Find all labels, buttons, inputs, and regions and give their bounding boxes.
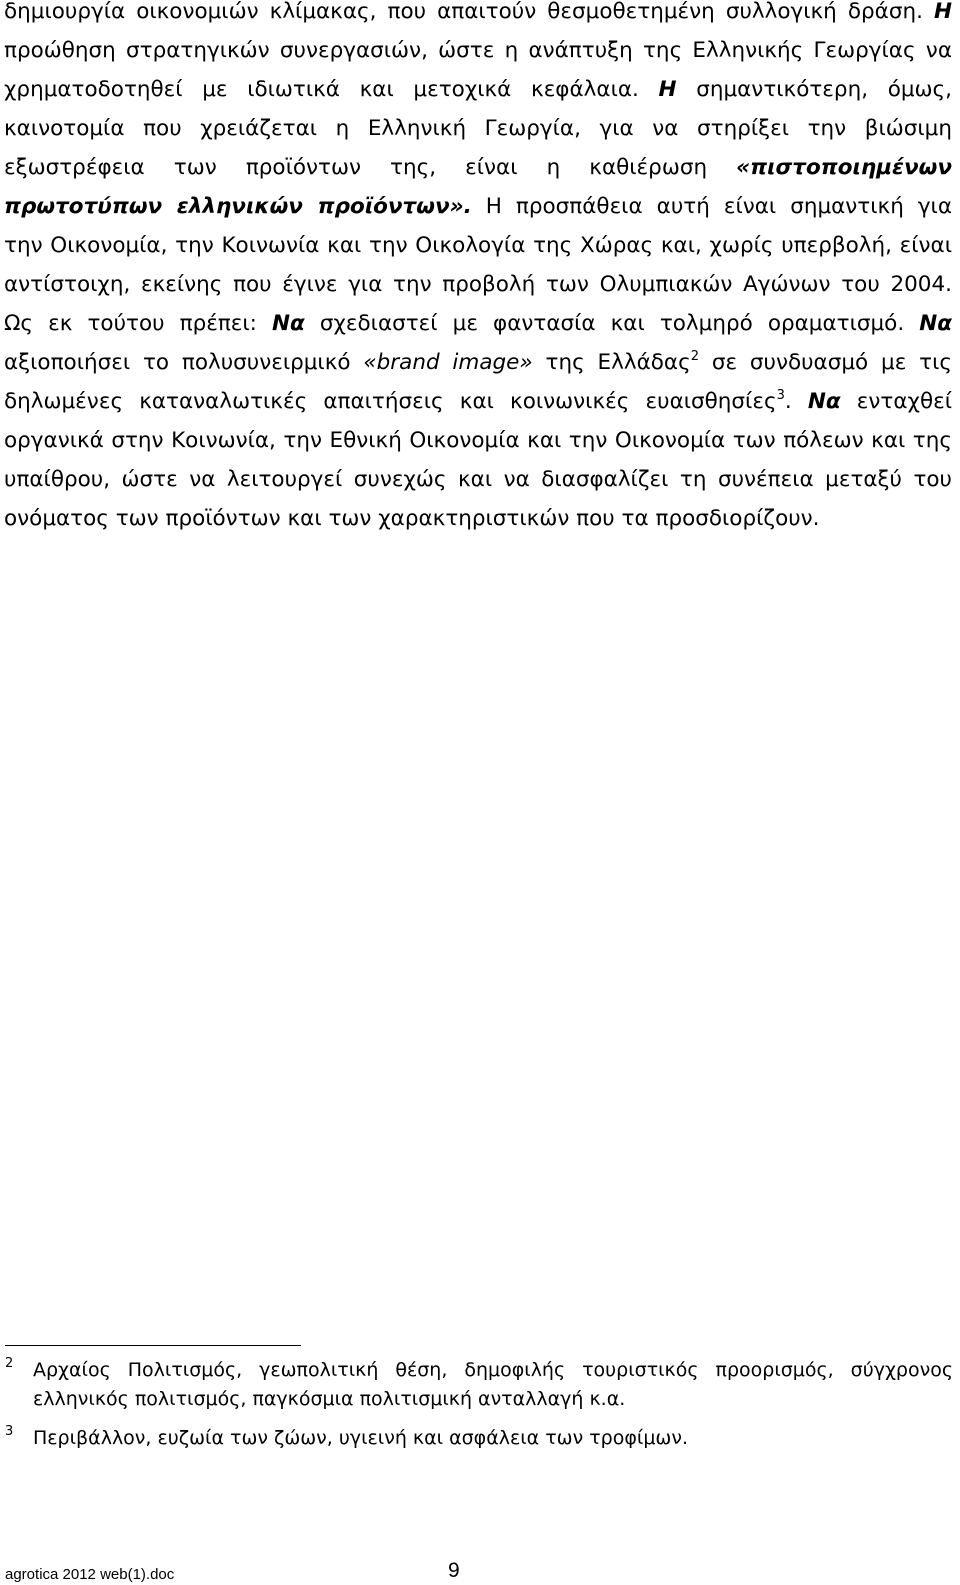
- text-line-12: [4, 421, 952, 460]
- footnote-2: [5, 1356, 953, 1414]
- footnote-number: 2: [5, 1356, 14, 1371]
- footnote-number: 3: [5, 1424, 14, 1439]
- text-run: την Οικονομία, την Κοινωνία και την Οικολογία της Χώρας και, χωρίς υπερβολή, είναι: [4, 233, 952, 258]
- text-line-14: [4, 499, 952, 538]
- emphasis-text: Να: [919, 311, 952, 336]
- text-run: δημιουργία οικονομιών κλίμακας, που απαιτούν θεσμοθετημένη συλλογική δράση.: [4, 0, 923, 24]
- text-run: υπαίθρου, ώστε να λειτουργεί συνεχώς και να διασφαλίζει τη συνέπεια μεταξύ του: [4, 467, 952, 492]
- text-run: ενταχθεί: [856, 389, 952, 414]
- emphasis-text: πρωτοτύπων ελληνικών προϊόντων».: [4, 194, 472, 219]
- text-line-8: [4, 265, 952, 304]
- footnote-reference: 3: [776, 388, 785, 403]
- text-line-5: [4, 148, 952, 187]
- text-line-13: [4, 460, 952, 499]
- text-run: σημαντικότερη, όμως,: [696, 77, 952, 102]
- text-run: σχεδιαστεί με φαντασία και τολμηρό οραματισμό.: [319, 311, 905, 336]
- text-line-4: [4, 109, 952, 148]
- emphasis-text: Η: [658, 77, 677, 102]
- text-run: της Ελλάδας: [545, 350, 691, 375]
- text-line-2: [4, 31, 952, 70]
- text-run: καινοτομία που χρειάζεται η Ελληνική Γεωργία, για να στηρίξει την βιώσιμη: [4, 116, 952, 141]
- body-paragraph: [4, 0, 952, 538]
- text-run: αξιοποιήσει το πολυσυνειρμικό: [4, 350, 351, 375]
- page-number: 9: [448, 1559, 460, 1582]
- emphasis-text: Η: [934, 0, 952, 24]
- footer-filename: agrotica 2012 web(1).doc: [5, 1566, 175, 1583]
- text-run: εξωστρέφεια των προϊόντων της, είναι η καθιέρωση: [4, 155, 708, 180]
- text-line-6: [4, 187, 952, 226]
- footnote-separator: [5, 1345, 301, 1346]
- footnote-3: [5, 1424, 953, 1453]
- text-run: δηλωμένες καταναλωτικές απαιτήσεις και κοινωνικές ευαισθησίες: [4, 389, 777, 414]
- text-line-11: [4, 382, 952, 421]
- page-footer: [5, 1559, 945, 1585]
- text-run: χρηματοδοτηθεί με ιδιωτικά και μετοχικά κεφάλαια.: [4, 77, 639, 102]
- text-line-3: [4, 70, 952, 109]
- text-run: σε συνδυασμό με τις: [711, 350, 952, 375]
- text-run: προώθηση στρατηγικών συνεργασιών, ώστε η ανάπτυξη της Ελληνικής Γεωργίας να: [4, 38, 952, 63]
- text-run: Ως εκ τούτου πρέπει:: [4, 311, 257, 336]
- text-run: ονόματος των προϊόντων και των χαρακτηριστικών που τα προσδιορίζουν.: [4, 506, 820, 531]
- footnote-reference: 2: [690, 349, 699, 364]
- text-line-1: [4, 0, 952, 31]
- text-run-with-ref: [546, 350, 699, 375]
- emphasis-text: Να: [807, 389, 841, 414]
- italic-text: «brand image»: [363, 350, 533, 375]
- text-run: .: [784, 389, 792, 414]
- text-line-7: [4, 226, 952, 265]
- text-line-9: [4, 304, 952, 343]
- emphasis-text: «πιστοποιημένων: [736, 155, 952, 180]
- footnote-text: ελληνικός πολιτισμός, παγκόσμια πολιτισμική ανταλλαγή κ.α.: [33, 1388, 626, 1410]
- text-run: οργανικά στην Κοινωνία, την Εθνική Οικονομία και την Οικονομία των πόλεων και της: [4, 428, 952, 453]
- text-run: αντίστοιχη, εκείνης που έγινε για την προβολή των Ολυμπιακών Αγώνων του 2004.: [4, 272, 952, 297]
- text-run: Η προσπάθεια αυτή είναι σημαντική για: [485, 194, 952, 219]
- footnote-text: Περιβάλλον, ευζωία των ζώων, υγιεινή και ασφάλεια των τροφίμων.: [33, 1427, 688, 1449]
- footnotes-section: [5, 1356, 953, 1463]
- text-line-10: [4, 343, 952, 382]
- emphasis-text: Να: [272, 311, 305, 336]
- footnote-text: Αρχαίος Πολιτισμός, γεωπολιτική θέση, δημοφιλής τουριστικός προορισμός, σύγχρονος: [33, 1359, 953, 1381]
